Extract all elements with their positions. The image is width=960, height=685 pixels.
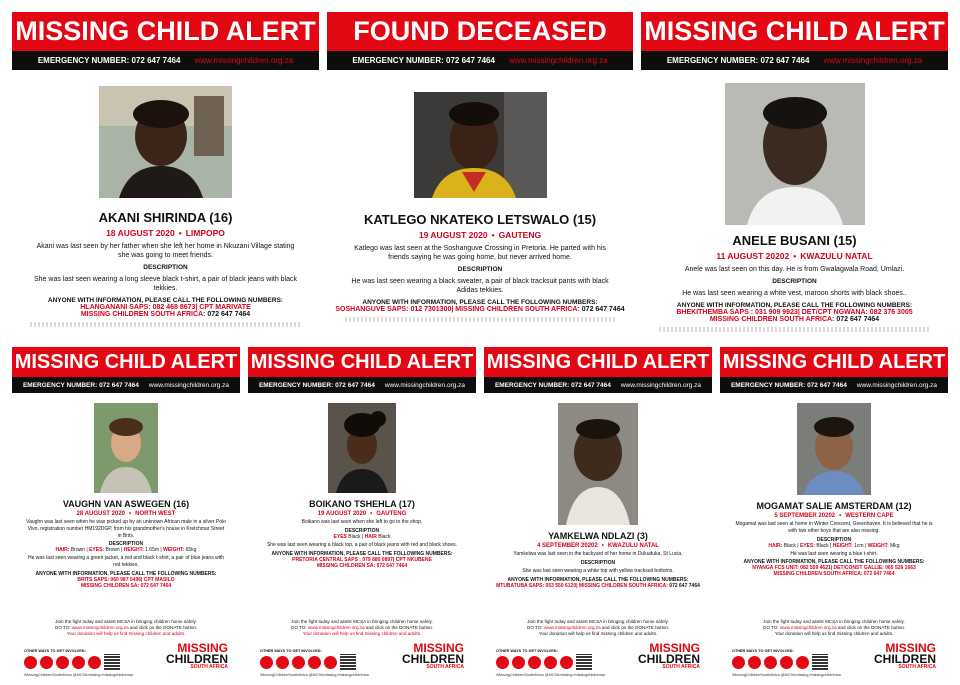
website-link[interactable]: www.missingchildren.org.za bbox=[384, 381, 466, 389]
contact-mcsa bbox=[12, 311, 319, 318]
height-value: 1.65m bbox=[145, 547, 160, 554]
portrait-image bbox=[414, 92, 547, 198]
child-photo bbox=[99, 86, 232, 198]
contact-police: BHEKITHEMBA SAPS : 031 909 9923| DET/CPT NGWANA: 082 376 3005 bbox=[676, 309, 913, 317]
ways-label: OTHER WAYS TO GET INVOLVED: bbox=[732, 649, 794, 654]
contact-label: ANYONE WITH INFORMATION, PLEASE CALL THE FOLLOWING NUMBERS: bbox=[676, 302, 913, 310]
child-name: MOGAMAT SALIE AMSTERDAM (12) bbox=[756, 501, 912, 511]
contact-mcsa-label: MISSING CHILDREN SOUTH AFRICA: bbox=[578, 582, 668, 589]
child-name: KATLEGO NKATEKO LETSWALO (15) bbox=[363, 212, 597, 227]
social-handles: /MissingChildrenSouthAfrica @MCSAmissing /missingchildrensa bbox=[24, 673, 133, 678]
child-name: BOIKANO TSHEHLA (17) bbox=[309, 499, 415, 509]
involve-icon[interactable] bbox=[732, 656, 745, 669]
circumstances: Vaughn was last seen when he was picked up by an unknown African male in a silver Polo Vivo, registration number HM192DGP, from his grandmother's house in Kretchmar Street in Brits. bbox=[26, 519, 226, 539]
hair-value: Black bbox=[783, 542, 796, 549]
cropped-edge bbox=[659, 327, 930, 332]
missing-date: 4 SEPTEMBER 20202 bbox=[537, 543, 598, 549]
emergency-number: 072 647 7464 bbox=[760, 56, 810, 65]
poster-footer bbox=[484, 617, 712, 679]
child-photo bbox=[797, 403, 871, 495]
contact-mcsa-number: 072 647 7464 bbox=[376, 562, 408, 569]
date-location: 19 AUGUST 2020 • GAUTENG bbox=[418, 230, 542, 240]
province: WESTERN CAPE bbox=[845, 513, 894, 519]
emergency-bar bbox=[641, 51, 948, 70]
weight-value: Mkg bbox=[890, 542, 900, 549]
ways-label: OTHER WAYS TO GET INVOLVED: bbox=[260, 649, 322, 654]
goto-suffix: and click on the DONATE button. bbox=[129, 625, 198, 631]
date-location: 4 SEPTEMBER 20202 • KWAZULU NATAL bbox=[537, 543, 659, 549]
involve-icon[interactable] bbox=[764, 656, 777, 669]
portrait-image bbox=[94, 403, 158, 493]
emergency-label: EMERGENCY NUMBER: bbox=[22, 381, 98, 389]
involve-icon[interactable] bbox=[24, 656, 37, 669]
height-label: HEIGHT: bbox=[832, 542, 853, 549]
child-photo bbox=[558, 403, 638, 525]
eyes-label: EYES: bbox=[89, 547, 105, 554]
emergency-label: EMERGENCY NUMBER: bbox=[37, 56, 130, 65]
contact-label: ANYONE WITH INFORMATION, PLEASE CALL THE FOLLOWING NUMBERS: bbox=[743, 559, 925, 566]
emergency-bar bbox=[327, 51, 633, 70]
ways-group bbox=[496, 649, 592, 670]
missing-date: 19 AUGUST 2020 bbox=[317, 511, 367, 517]
involve-icon[interactable] bbox=[544, 656, 557, 669]
child-photo bbox=[414, 92, 547, 198]
alert-banner: MISSING CHILD ALERT bbox=[484, 347, 712, 377]
logo-line1: MISSING bbox=[885, 640, 936, 655]
poster-vaughn bbox=[12, 347, 240, 679]
emergency-bar bbox=[12, 377, 240, 393]
description-text: She was last seen wearing a black top, a pair of black jeans with red and black shoes. bbox=[266, 541, 458, 548]
missing-date: 11 AUGUST 20202 bbox=[716, 251, 790, 261]
poster-katlego bbox=[327, 12, 633, 339]
date-location: 19 AUGUST 2020 • GAUTENG bbox=[317, 511, 407, 517]
description-text: He was last seen wearing a blue t-shirt. bbox=[790, 550, 878, 557]
social-handles: /MissingChildrenSouthAfrica @MCSAmissing /missingchildrensa bbox=[732, 673, 841, 678]
description-label: DESCRIPTION bbox=[457, 266, 503, 274]
hair-label: HAIR: bbox=[55, 547, 70, 554]
involve-icon[interactable] bbox=[72, 656, 85, 669]
poster-footer bbox=[12, 617, 240, 679]
contact-police-text: MTUBATUBA SAPS: 053 550 6120| bbox=[496, 582, 578, 589]
portrait-image bbox=[328, 403, 396, 493]
contact-label: ANYONE WITH INFORMATION, PLEASE CALL THE FOLLOWING NUMBERS: bbox=[47, 297, 284, 305]
involve-icon[interactable] bbox=[276, 656, 289, 669]
contact-mcsa-label: MISSING CHILDREN SA: bbox=[80, 582, 140, 589]
involve-icon[interactable] bbox=[560, 656, 573, 669]
alert-banner: MISSING CHILD ALERT bbox=[12, 12, 319, 51]
contact-mcsa bbox=[720, 571, 948, 577]
description-label: DESCRIPTION bbox=[772, 278, 817, 286]
involve-icon[interactable] bbox=[496, 656, 509, 669]
description-label: DESCRIPTION bbox=[816, 536, 852, 543]
involve-icon[interactable] bbox=[292, 656, 305, 669]
ways-label: OTHER WAYS TO GET INVOLVED: bbox=[496, 649, 558, 654]
contact-mcsa-label: MISSING CHILDREN SOUTH AFRICA: bbox=[709, 316, 835, 324]
contact-police: HLANGANANI SAPS: 082 468 8673| CPT MARIVATE bbox=[80, 304, 251, 312]
ways-row bbox=[732, 640, 936, 671]
footer-join: Join the fight today and assist MCSA in bringing children home safely. bbox=[763, 619, 905, 624]
ways-row bbox=[24, 640, 228, 671]
portrait-image bbox=[797, 403, 871, 495]
eyes-value: Black bbox=[348, 533, 361, 540]
portrait-image bbox=[558, 403, 638, 525]
logo-line3: SOUTH AFRICA bbox=[662, 664, 700, 671]
emergency-bar bbox=[720, 377, 948, 393]
footer-join: Join the fight today and assist MCSA in bringing children home safely. bbox=[527, 619, 669, 624]
contact-mcsa-number: 072 647 7464 bbox=[863, 571, 895, 578]
missing-date: 18 AUGUST 2020 bbox=[106, 228, 175, 238]
logo-line3: SOUTH AFRICA bbox=[190, 664, 228, 671]
footer-text bbox=[260, 619, 464, 638]
child-photo bbox=[725, 83, 865, 225]
goto-suffix: and click on the DONATE button. bbox=[837, 625, 906, 631]
hair-value: Brown bbox=[70, 547, 85, 554]
emergency-bar bbox=[248, 377, 476, 393]
child-photo bbox=[328, 403, 396, 493]
goto-site[interactable]: www.missingchildren.org.za bbox=[71, 625, 129, 631]
weight-label: WEIGHT: bbox=[867, 542, 889, 549]
goto-suffix: and click on the DONATE button. bbox=[365, 625, 434, 631]
ways-group bbox=[24, 649, 120, 670]
contact-mcsa-label: MISSING CHILDREN SA: bbox=[316, 562, 376, 569]
height-value: 1cm bbox=[854, 542, 864, 549]
footer-donation: Your donation will help us find missing children and adults. bbox=[302, 631, 422, 637]
eyes-label: EYES: bbox=[800, 542, 816, 549]
circumstances: Boikano was last seen when she left to go to the shop. bbox=[301, 519, 423, 525]
date-location: 18 AUGUST 2020 • LIMPOPO bbox=[106, 228, 225, 238]
hair-value: Black bbox=[378, 533, 391, 540]
province: GAUTENG bbox=[498, 230, 542, 240]
contact-mcsa-number: 072 647 7464 bbox=[669, 582, 700, 589]
website-link[interactable]: www.missingchildren.org.za bbox=[194, 56, 294, 65]
description-label: DESCRIPTION bbox=[344, 527, 380, 534]
alert-banner: MISSING CHILD ALERT bbox=[12, 347, 240, 377]
goto-prefix: GO TO: bbox=[290, 625, 307, 631]
weight-value: 65kg bbox=[185, 547, 197, 554]
footer-text bbox=[24, 619, 228, 638]
website-link[interactable]: www.missingchildren.org.za bbox=[508, 56, 608, 65]
description-text: He was last seen wearing a white vest, maroon shorts with black shoes.. bbox=[682, 290, 907, 298]
date-location: 5 SEPTEMBER 20202 • WESTERN CAPE bbox=[774, 513, 894, 519]
contact-mcsa-label: MISSING CHILDREN SOUTH AFRICA: bbox=[773, 571, 863, 578]
involve-icon[interactable] bbox=[40, 656, 53, 669]
poster-akani bbox=[12, 12, 319, 339]
missing-date: 28 AUGUST 2020 bbox=[76, 511, 125, 517]
poster-mogamat bbox=[720, 347, 948, 679]
hair-label: HAIR: bbox=[768, 542, 783, 549]
poster-footer bbox=[248, 617, 476, 679]
ways-row bbox=[260, 640, 464, 671]
goto-site[interactable]: www.missingchildren.org.za bbox=[307, 625, 365, 631]
footer-text bbox=[732, 619, 936, 638]
goto-suffix: and click on the DONATE button. bbox=[601, 625, 670, 631]
qr-code-icon[interactable] bbox=[576, 654, 592, 670]
date-location: 11 AUGUST 20202 • KWAZULU NATAL bbox=[716, 251, 873, 261]
cropped-edge bbox=[30, 322, 301, 327]
ways-icons bbox=[732, 654, 828, 670]
contact-mcsa-label: MISSING CHILDREN SOUTH AFRICA: bbox=[455, 306, 580, 314]
missing-date: 19 AUGUST 2020 bbox=[418, 230, 488, 240]
poster-yamkelwa bbox=[484, 347, 712, 679]
goto-site[interactable]: www.missingchildren.org.za bbox=[779, 625, 837, 631]
alert-banner: MISSING CHILD ALERT bbox=[641, 12, 948, 51]
footer-join: Join the fight today and assist MCSA in bringing children home safely. bbox=[291, 619, 433, 624]
contact-label: ANYONE WITH INFORMATION, PLEASE CALL THE FOLLOWING NUMBERS: bbox=[271, 550, 453, 557]
physical-features: HAIR: Brown | EYES: Brown | HEIGHT: 1.65m | WEIGHT: 65kg bbox=[55, 547, 197, 554]
involve-icon[interactable] bbox=[324, 656, 337, 669]
physical-features: HAIR: Black | EYES: Black | HEIGHT: 1cm | WEIGHT: Mkg bbox=[768, 542, 900, 549]
child-photo bbox=[94, 403, 158, 493]
goto-site[interactable]: www.missingchildren.org.za bbox=[543, 625, 601, 631]
contact-mcsa bbox=[641, 316, 948, 323]
child-name: YAMKELWA NDLAZI (3) bbox=[548, 531, 648, 541]
goto-prefix: GO TO: bbox=[54, 625, 71, 631]
involve-icon[interactable] bbox=[748, 656, 761, 669]
involve-icon[interactable] bbox=[528, 656, 541, 669]
goto-prefix: GO TO: bbox=[762, 625, 779, 631]
contact-mcsa bbox=[248, 563, 476, 569]
mcsa-logo bbox=[638, 640, 700, 671]
contact-label: ANYONE WITH INFORMATION, PLEASE CALL THE FOLLOWING NUMBERS: bbox=[362, 299, 598, 307]
involve-icon[interactable] bbox=[512, 656, 525, 669]
poster-footer bbox=[720, 617, 948, 679]
child-name: ANELE BUSANI (15) bbox=[732, 233, 857, 248]
logo-line1: MISSING bbox=[413, 640, 464, 655]
eyes-value: Brown bbox=[105, 547, 120, 554]
child-name: VAUGHN VAN ASWEGEN (16) bbox=[62, 499, 190, 509]
ways-label: OTHER WAYS TO GET INVOLVED: bbox=[24, 649, 86, 654]
contact-label: ANYONE WITH INFORMATION, PLEASE CALL THE FOLLOWING NUMBERS: bbox=[35, 570, 217, 577]
description-label: DESCRIPTION bbox=[108, 541, 144, 548]
footer-text bbox=[496, 619, 700, 638]
contact-mcsa-number: 072 647 7464 bbox=[836, 316, 880, 324]
website-link[interactable]: www.missingchildren.org.za bbox=[856, 381, 938, 389]
qr-code-icon[interactable] bbox=[104, 654, 120, 670]
contact-police: NYANGA FCS UNIT: 082 559 4621| DET/CONST GALLIE: 065 526 1663 bbox=[752, 565, 916, 572]
contact-police: BRITS SAPS: 060 987 5496| CPT MASILO bbox=[77, 576, 175, 583]
involve-icon[interactable] bbox=[260, 656, 273, 669]
website-link[interactable]: www.missingchildren.org.za bbox=[620, 381, 702, 389]
description-label: DESCRIPTION bbox=[143, 264, 188, 272]
circumstances: Katlego was last seen at the Soshanguve Crossing in Pretoria. He parted with his friends saying he was going home, but never arrived home. bbox=[354, 245, 606, 262]
portrait-image bbox=[99, 86, 232, 198]
emergency-number: 072 647 7464 bbox=[446, 56, 495, 65]
logo-line2: CHILDREN bbox=[874, 651, 936, 666]
contact-mcsa-number: 072 647 7464 bbox=[207, 311, 251, 319]
emergency-number: 072 647 7464 bbox=[571, 381, 611, 389]
date-location: 28 AUGUST 2020 • NORTH WEST bbox=[76, 511, 176, 517]
poster-anele bbox=[641, 12, 948, 339]
ways-icons bbox=[24, 654, 120, 670]
contact-mcsa-number: 072 647 7464 bbox=[581, 306, 625, 314]
logo-line1: MISSING bbox=[177, 640, 228, 655]
logo-line2: CHILDREN bbox=[638, 651, 700, 666]
poster-boikano bbox=[248, 347, 476, 679]
website-link[interactable]: www.missingchildren.org.za bbox=[148, 381, 230, 389]
missing-date: 5 SEPTEMBER 20202 bbox=[774, 513, 836, 519]
contact-mcsa bbox=[12, 583, 240, 589]
footer-donation: Your donation will help us find missing children and adults. bbox=[66, 631, 186, 637]
emergency-label: EMERGENCY NUMBER: bbox=[666, 56, 759, 65]
eyes-value: Black bbox=[816, 542, 829, 549]
mcsa-logo bbox=[166, 640, 228, 671]
emergency-number: 072 647 7464 bbox=[807, 381, 847, 389]
portrait-image bbox=[725, 83, 865, 225]
alert-banner: MISSING CHILD ALERT bbox=[248, 347, 476, 377]
hair-label: HAIR bbox=[364, 533, 377, 540]
alert-banner: FOUND DECEASED bbox=[327, 12, 633, 51]
circumstances: Mogamat was last seen at home in Winter Crescent, Greenhaven. It is believed that he is with two other boys that are also missing. bbox=[735, 521, 933, 534]
ways-group bbox=[260, 649, 356, 670]
circumstances: Akani was last seen by her father when she left her home in Nkuzani Village stating she was going to meet friends. bbox=[36, 243, 295, 260]
alert-banner: MISSING CHILD ALERT bbox=[720, 347, 948, 377]
province: GAUTENG bbox=[376, 511, 407, 517]
footer-donation: Your donation will help us find missing children and adults. bbox=[774, 631, 894, 637]
ways-row bbox=[496, 640, 700, 671]
emergency-label: EMERGENCY NUMBER: bbox=[352, 56, 444, 65]
province: LIMPOPO bbox=[185, 228, 225, 238]
province: KWAZULU NATAL bbox=[800, 251, 873, 261]
contact-police bbox=[484, 583, 712, 589]
mcsa-logo bbox=[402, 640, 464, 671]
mcsa-logo bbox=[874, 640, 936, 671]
province: KWAZULU NATAL bbox=[607, 543, 659, 549]
involve-icon[interactable] bbox=[56, 656, 69, 669]
description-text: He was last seen wearing a black sweater, a pair of black tracksuit pants with black Adidas tekkies. bbox=[351, 278, 609, 295]
logo-line3: SOUTH AFRICA bbox=[898, 664, 936, 671]
qr-code-icon[interactable] bbox=[340, 654, 356, 670]
emergency-number: 072 647 7464 bbox=[335, 381, 375, 389]
ways-icons bbox=[260, 654, 356, 670]
website-link[interactable]: www.missingchildren.org.za bbox=[823, 56, 923, 65]
footer-join: Join the fight today and assist MCSA in bringing children home safely. bbox=[55, 619, 197, 624]
logo-line3: SOUTH AFRICA bbox=[426, 664, 464, 671]
qr-code-icon[interactable] bbox=[812, 654, 828, 670]
emergency-bar bbox=[484, 377, 712, 393]
contact-police-text: SOSHANGUVE SAPS: 012 7301300| bbox=[335, 306, 454, 314]
goto-prefix: GO TO: bbox=[526, 625, 543, 631]
logo-line1: MISSING bbox=[649, 640, 700, 655]
province: NORTH WEST bbox=[135, 511, 176, 517]
height-label: HEIGHT: bbox=[123, 547, 144, 554]
description-text: She was last seen wearing a long sleeve black t-shirt, a pair of black jeans with black tekkies. bbox=[33, 276, 298, 293]
contact-police bbox=[327, 306, 633, 313]
emergency-bar bbox=[12, 51, 319, 70]
emergency-label: EMERGENCY NUMBER: bbox=[494, 381, 570, 389]
contact-mcsa-number: 072 647 7464 bbox=[140, 582, 172, 589]
emergency-label: EMERGENCY NUMBER: bbox=[730, 381, 806, 389]
circumstances: Yamkelwa was last seen in the backyard of her home in Dukuduka, St Lucia. bbox=[513, 551, 683, 557]
description-text: She was last seen wearing a white top with yellow tracksuit bottoms. bbox=[522, 567, 674, 574]
eyes-label: EYES bbox=[333, 533, 347, 540]
contact-label: ANYONE WITH INFORMATION, PLEASE CALL THE FOLLOWING NUMBERS: bbox=[507, 576, 689, 583]
logo-line2: CHILDREN bbox=[402, 651, 464, 666]
ways-group bbox=[732, 649, 828, 670]
involve-icon[interactable] bbox=[88, 656, 101, 669]
circumstances: Anele was last seen on this day. He is from Gwalagwala Road, Umlazi. bbox=[684, 266, 905, 273]
description-text: He was last seen wearing a green jacket, a red and black t-shirt, a pair of blue jeans with red tekkies. bbox=[28, 555, 224, 568]
weight-label: WEIGHT: bbox=[163, 547, 185, 554]
cropped-edge bbox=[345, 317, 615, 322]
involve-icon[interactable] bbox=[796, 656, 809, 669]
contact-police: PRETORIA CENTRAL SAPS : 079 880 0897| CPT NKUBENE bbox=[292, 556, 432, 563]
logo-line2: CHILDREN bbox=[166, 651, 228, 666]
emergency-number: 072 647 7464 bbox=[99, 381, 139, 389]
involve-icon[interactable] bbox=[308, 656, 321, 669]
footer-donation: Your donation will help us find missing children and adults. bbox=[538, 631, 658, 637]
description-label: DESCRIPTION bbox=[580, 559, 616, 566]
ways-icons bbox=[496, 654, 592, 670]
social-handles: /MissingChildrenSouthAfrica @MCSAmissing /missingchildrensa bbox=[260, 673, 369, 678]
contact-mcsa-label: MISSING CHILDREN SOUTH AFRICA: bbox=[80, 311, 206, 319]
emergency-label: EMERGENCY NUMBER: bbox=[258, 381, 334, 389]
involve-icon[interactable] bbox=[780, 656, 793, 669]
child-name: AKANI SHIRINDA (16) bbox=[98, 210, 233, 225]
social-handles: /MissingChildrenSouthAfrica @MCSAmissing /missingchildrensa bbox=[496, 673, 605, 678]
physical-features: EYES Black | HAIR Black bbox=[333, 533, 391, 540]
emergency-number: 072 647 7464 bbox=[131, 56, 181, 65]
